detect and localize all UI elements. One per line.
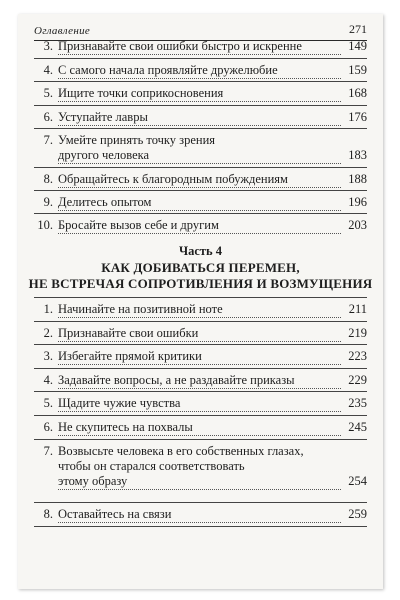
entry-title: Бросайте вызов себе и другим <box>58 218 341 234</box>
entry-page: 259 <box>348 507 367 521</box>
entry-number: 2. <box>43 326 53 340</box>
entry-page: 149 <box>348 39 367 53</box>
entry-title-line: Умейте принять точку зрения <box>58 133 216 147</box>
entry-number: 3. <box>43 349 53 363</box>
entry-number: 5. <box>43 396 53 410</box>
part-title-line: НЕ ВСТРЕЧАЯ СОПРОТИВЛЕНИЯ И ВОЗМУЩЕНИЯ <box>28 276 373 291</box>
entry-title: Начинайте на позитивной ноте <box>58 302 341 318</box>
entry-title: Щадите чужие чувства <box>58 396 341 412</box>
entry-page: 223 <box>348 349 367 363</box>
entry-number: 7. <box>43 133 53 147</box>
entry-title: Признавайте свои ошибки <box>58 326 341 342</box>
entry-number: 1. <box>43 302 53 316</box>
entry-number: 8. <box>43 507 53 521</box>
entry-page: 183 <box>348 148 367 162</box>
entry-number: 3. <box>43 39 53 53</box>
entry-number: 8. <box>43 172 53 186</box>
entry-page: 203 <box>348 218 367 232</box>
entry-page: 159 <box>348 63 367 77</box>
entry-title: Уступайте лавры <box>58 110 341 126</box>
entry-page: 176 <box>348 110 367 124</box>
entry-number: 6. <box>43 110 53 124</box>
entry-page: 245 <box>348 420 367 434</box>
entry-title: Не скупитесь на похвалы <box>58 420 341 436</box>
entry-page: 235 <box>348 396 367 410</box>
entry-page: 211 <box>348 302 367 316</box>
entry-page: 219 <box>348 326 367 340</box>
part-title-line: КАК ДОБИВАТЬСЯ ПЕРЕМЕН, <box>101 260 300 275</box>
entry-number: 4. <box>43 63 53 77</box>
entry-title-line: Возвысьте человека в его собственных глазах, <box>58 444 304 458</box>
entry-title: Ищите точки соприкосновения <box>58 86 341 102</box>
entry-number: 6. <box>43 420 53 434</box>
entry-title: Признавайте свои ошибки быстро и искренне <box>58 39 341 55</box>
entry-page: 254 <box>348 474 367 488</box>
page-number: 271 <box>349 22 367 36</box>
page-overlay <box>18 14 383 589</box>
entry-page: 229 <box>348 373 367 387</box>
entry-number: 5. <box>43 86 53 100</box>
entry-title: Делитесь опытом <box>58 195 341 211</box>
entry-title: Задавайте вопросы, а не раздавайте приказы <box>58 373 341 389</box>
entry-page: 196 <box>348 195 367 209</box>
part-label: Часть 4 <box>178 244 223 258</box>
entry-page: 188 <box>348 172 367 186</box>
entry-title: С самого начала проявляйте дружелюбие <box>58 63 341 79</box>
entry-title: Избегайте прямой критики <box>58 349 341 365</box>
entry-number: 7. <box>43 444 53 458</box>
entry-title-line: другого человека <box>58 148 341 164</box>
entry-page: 168 <box>348 86 367 100</box>
entry-title-line: чтобы он старался соответствовать <box>58 459 245 473</box>
entry-number: 9. <box>43 195 53 209</box>
entry-number: 10. <box>37 218 53 232</box>
entry-title-line: этому образу <box>58 474 341 490</box>
entry-title: Обращайтесь к благородным побуждениям <box>58 172 341 188</box>
section-title: Оглавление <box>34 25 91 37</box>
entry-title: Оставайтесь на связи <box>58 507 341 523</box>
entry-number: 4. <box>43 373 53 387</box>
